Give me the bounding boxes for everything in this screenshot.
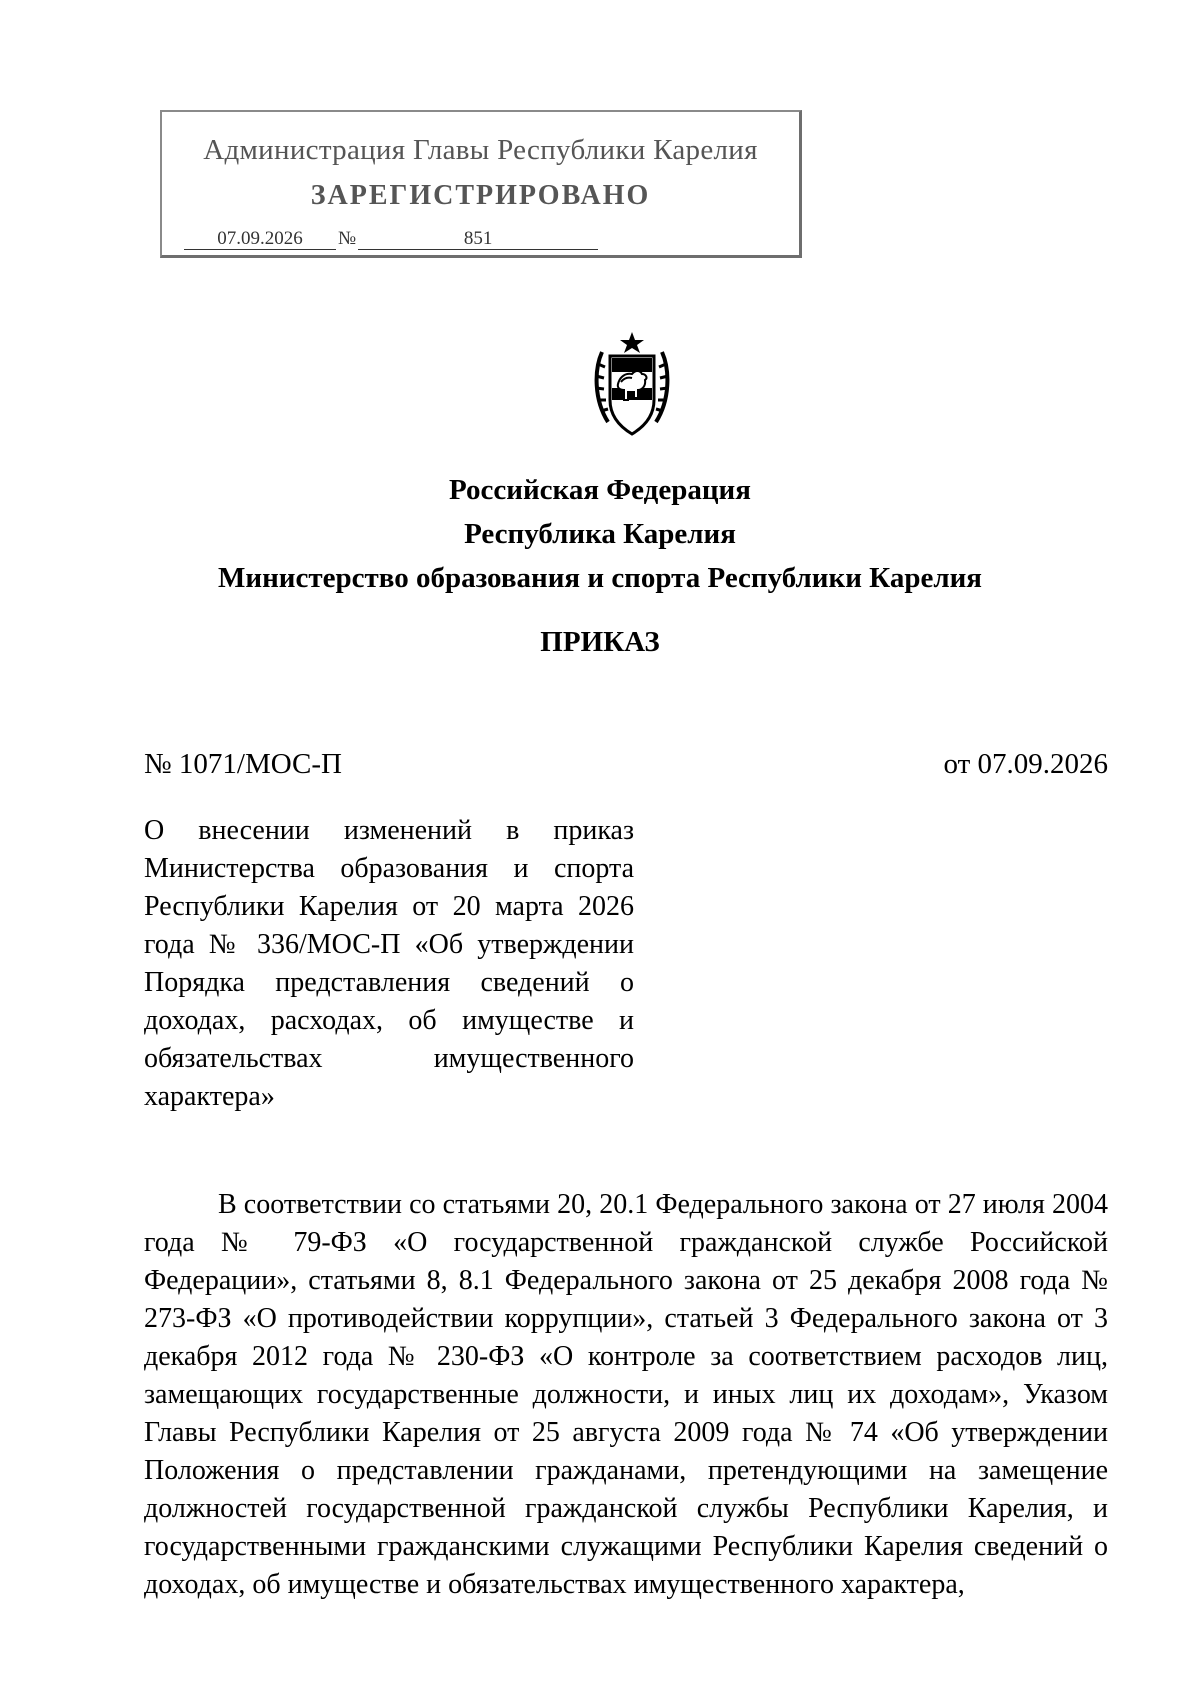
country-name: Российская Федерация [449,474,751,506]
stamp-number-sign: № [338,228,357,249]
stamp-status: ЗАРЕГИСТРИРОВАНО [310,180,651,211]
body-paragraph: В соответствии со статьями 20, 20.1 Федерального закона от 27 июля 2004 года № 79-ФЗ «О государственной гражданской службе Российской Федерации», статьями 8, 8.1 Федерального закона от 25 декабря 2008 года № 273-ФЗ «О противодействии коррупции», статьей 3 Федерального закона от 3 декабря 2012 года № 230-ФЗ «О контроле за соответствием расходов лиц, замещающих государственные должности, и иных лиц их доходам», Указом Главы Республики Карелия от 25 августа 2009 года № 74 «Об утверждении Положения о представлении гражданами, претендующими на замещение должностей государственной гражданской службы Республики Карелия, и государственными гражданскими служащими Республики Карелия сведений о доходах, об имуществе и обязательствах имущественного характера, [144,1189,1108,1600]
stamp-date: 07.09.2026 [184,228,336,250]
order-number: № 1071/МОС-П [144,748,343,780]
republic-name: Республика Карелия [464,518,736,550]
ministry-name: Министерство образования и спорта Республики Карелия [218,562,982,594]
order-subject: О внесении изменений в приказ Министерства образования и спорта Республики Карелия от 20 марта 2026 года № 336/МОС-П «Об утверждении Порядка представления сведений о доходах, расходах, об имуществе и обязательствах имущественного характера» [144,815,634,1112]
registration-stamp [160,110,802,258]
stamp-number: 851 [358,228,598,250]
stamp-registration-line [184,228,598,250]
stamp-administration: Администрация Главы Республики Карелия [203,134,758,166]
order-date: от 07.09.2026 [943,748,1108,780]
karelia-coat-of-arms-icon [588,330,676,442]
document-type: ПРИКАЗ [540,626,660,658]
